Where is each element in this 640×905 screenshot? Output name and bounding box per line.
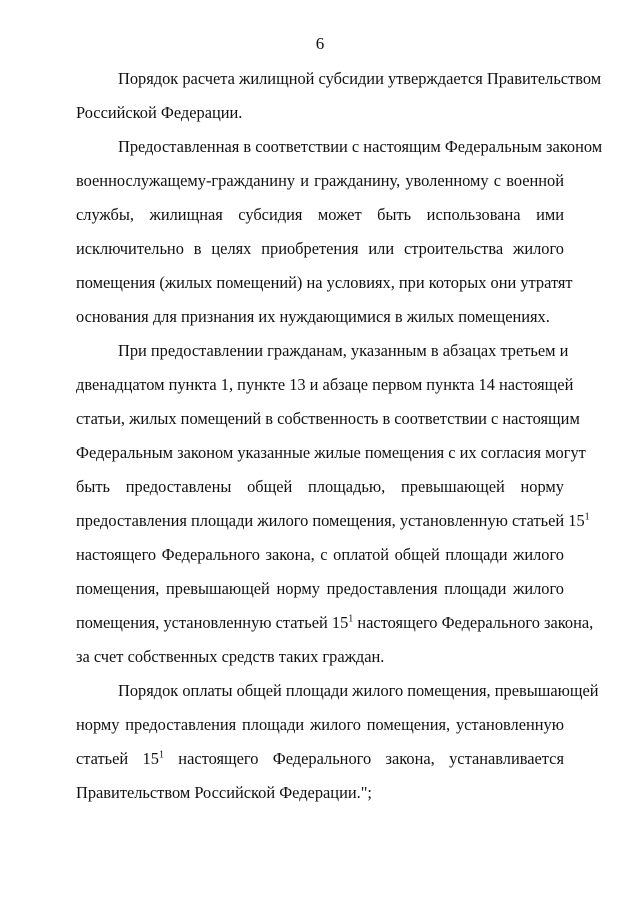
text-line-content: статьи, жилых помещений в собственность в соответствии с настоящим xyxy=(76,409,580,428)
text-line xyxy=(76,171,564,191)
text-line xyxy=(118,341,569,361)
text-line-content: Предоставленная в соответствии с настоящим Федеральным законом xyxy=(118,137,603,156)
text-line xyxy=(76,103,564,123)
text-line xyxy=(76,715,564,735)
page-number: 6 xyxy=(315,34,325,53)
text-line xyxy=(76,273,573,293)
text-line-content: службы, жилищная субсидия может быть использована ими xyxy=(76,205,564,224)
text-line-content: исключительно в целях приобретения или строительства жилого xyxy=(76,239,564,258)
text-line-content: основания для признания их нуждающимися в жилых помещениях. xyxy=(76,307,550,326)
text-line-content: двенадцатом пункта 1, пункте 13 и абзаце первом пункта 14 настоящей xyxy=(76,375,574,394)
text-line-content: военнослужащему-гражданину и гражданину, уволенному с военной xyxy=(76,171,564,190)
text-line-content: за счет собственных средств таких граждан. xyxy=(76,647,385,666)
text-line xyxy=(76,239,564,259)
text-line xyxy=(76,477,564,497)
text-line-content: Порядок оплаты общей площади жилого помещения, превышающей xyxy=(118,681,599,700)
superscript-index: 1 xyxy=(584,511,590,523)
text-line-content: статьей 15 xyxy=(76,749,159,768)
text-line xyxy=(76,205,564,225)
text-line-content: Российской Федерации. xyxy=(76,103,243,122)
text-line xyxy=(76,443,586,463)
text-line-content: настоящего Федерального закона, с оплатой общей площади жилого xyxy=(76,545,564,564)
text-line xyxy=(76,783,564,803)
text-line-content: Правительством Российской Федерации."; xyxy=(76,783,372,802)
text-line xyxy=(76,307,564,327)
text-line-content: помещения, превышающей норму предоставления площади жилого xyxy=(76,579,564,598)
text-line-tail: настоящего Федерального закона, устанавливается xyxy=(163,749,564,768)
text-line-content: Федеральным законом указанные жилые помещения с их согласия могут xyxy=(76,443,586,462)
text-line xyxy=(76,545,564,565)
text-line xyxy=(76,613,594,633)
text-line-content: Порядок расчета жилищной субсидии утверждается Правительством xyxy=(118,69,602,88)
text-line xyxy=(76,647,564,667)
text-line-content: норму предоставления площади жилого помещения, установленную xyxy=(76,715,564,734)
text-line xyxy=(76,409,580,429)
text-line xyxy=(76,579,564,599)
text-line-content: При предоставлении гражданам, указанным в абзацах третьем и xyxy=(118,341,569,360)
text-line-tail: настоящего Федерального закона, xyxy=(353,613,594,632)
text-line xyxy=(76,375,574,395)
superscript-index: 1 xyxy=(158,749,164,761)
text-line xyxy=(76,511,590,531)
text-line-content: помещения, установленную статьей 15 xyxy=(76,613,349,632)
text-line xyxy=(118,681,599,701)
text-line xyxy=(76,749,564,769)
text-line xyxy=(118,137,603,157)
text-line-content: быть предоставлены общей площадью, превышающей норму xyxy=(76,477,564,496)
text-line-content: помещения (жилых помещений) на условиях, при которых они утратят xyxy=(76,273,573,292)
text-line xyxy=(118,69,602,89)
superscript-index: 1 xyxy=(348,613,354,625)
text-line-content: предоставления площади жилого помещения, установленную статьей 15 xyxy=(76,511,585,530)
